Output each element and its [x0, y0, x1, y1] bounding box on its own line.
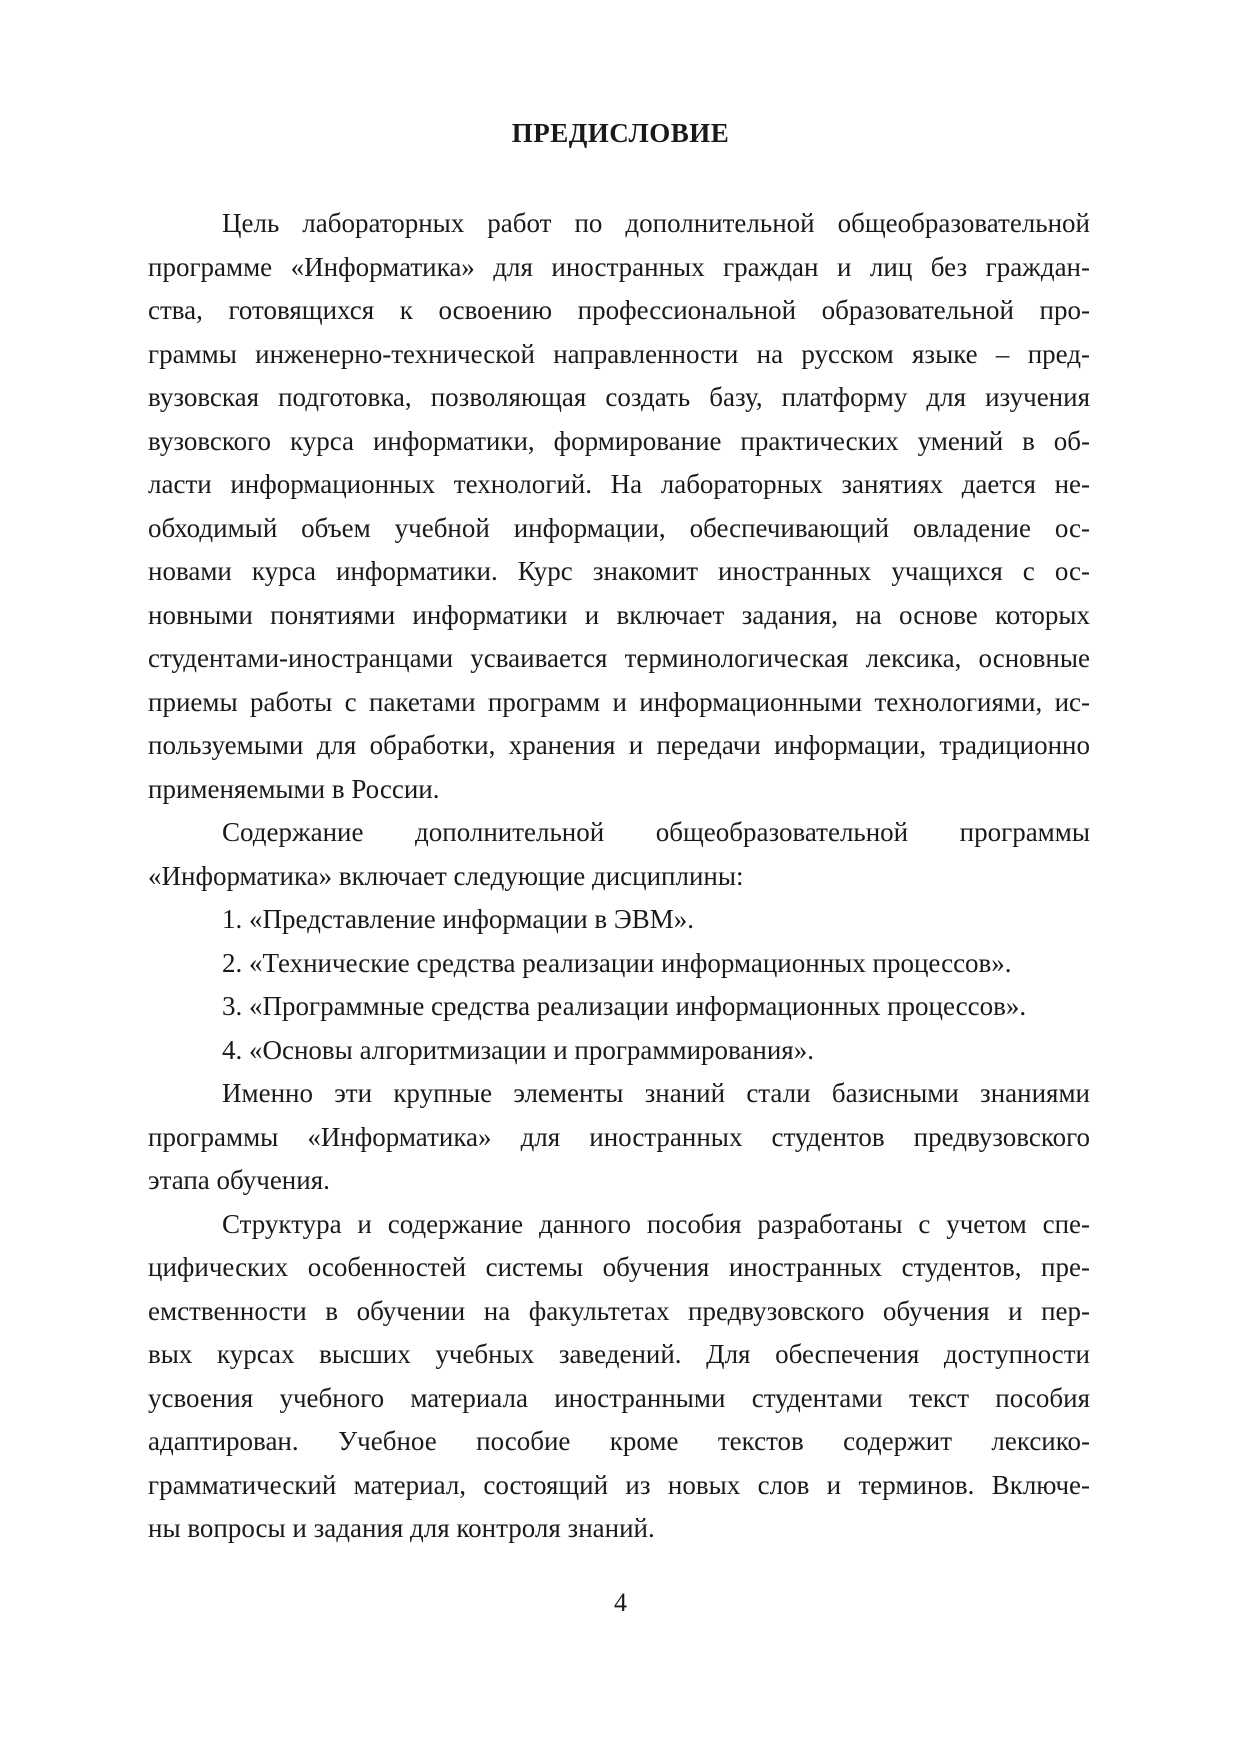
text-line: «Информатика» включает следующие дисциплины: [148, 860, 744, 891]
text-line: усвоения учебного материала иностранными студентами текст пособия [148, 1382, 1090, 1413]
paragraph-structure [148, 1203, 1090, 1551]
text-line: ства, готовящихся к освоению профессиональной образовательной про- [148, 295, 1090, 325]
text-line: новными понятиями информатики и включает задания, на основе которых [148, 599, 1090, 630]
text-line: Содержание дополнительной общеобразовательной программы [222, 817, 1090, 847]
text-line: вых курсах высших учебных заведений. Для обеспечения доступности [148, 1339, 1090, 1369]
paragraph-basis [148, 1072, 1090, 1203]
text-line: ласти информационных технологий. На лабораторных занятиях дается не- [148, 469, 1090, 499]
text-line: программы «Информатика» для иностранных студентов предвузовского [148, 1121, 1090, 1152]
text-line: студентами-иностранцами усваивается терминологическая лексика, основные [148, 643, 1090, 673]
text-line: пользуемыми для обработки, хранения и передачи информации, традиционно [148, 730, 1090, 760]
text-line: этапа обучения. [148, 1165, 330, 1195]
text-line: Цель лабораторных работ по дополнительной общеобразовательной [222, 208, 1090, 238]
text-line: вузовская подготовка, позволяющая создать базу, платформу для изучения [148, 382, 1090, 412]
text-line: применяемыми в России. [148, 773, 440, 804]
text-line: граммы инженерно-технической направленности на русском языке – пред- [148, 338, 1090, 369]
text-line: грамматический материал, состоящий из новых слов и терминов. Включе- [148, 1469, 1090, 1500]
document-body [148, 202, 1090, 1551]
text-line: цифических особенностей системы обучения иностранных студентов, пре- [148, 1252, 1090, 1282]
paragraph-goal [148, 202, 1090, 811]
text-line: Структура и содержание данного пособия разработаны с учетом спе- [222, 1208, 1090, 1239]
disciplines-list [148, 898, 1090, 1072]
text-line: программе «Информатика» для иностранных граждан и лиц без граждан- [148, 251, 1090, 282]
page-title: ПРЕДИСЛОВИЕ [511, 118, 730, 148]
text-line: вузовского курса информатики, формирование практических умений в об- [148, 425, 1090, 456]
list-item: 4. «Основы алгоритмизации и программирования». [222, 1034, 814, 1065]
paragraph-content [148, 811, 1090, 898]
text-line: приемы работы с пакетами программ и информационными технологиями, ис- [148, 686, 1090, 717]
text-line: ны вопросы и задания для контроля знаний. [148, 1513, 655, 1543]
list-item: 1. «Представление информации в ЭВМ». [222, 904, 694, 934]
text-line: новами курса информатики. Курс знакомит иностранных учащихся с ос- [148, 556, 1090, 586]
text-line: обходимый объем учебной информации, обеспечивающий овладение ос- [148, 512, 1090, 543]
list-item: 3. «Программные средства реализации информационных процессов». [222, 991, 1027, 1021]
page-number: 4 [614, 1588, 627, 1617]
text-line: адаптирован. Учебное пособие кроме текстов содержит лексико- [148, 1426, 1090, 1456]
text-line: Именно эти крупные элементы знаний стали базисными знаниями [222, 1078, 1090, 1108]
list-item: 2. «Технические средства реализации информационных процессов». [222, 947, 1012, 978]
text-line: емственности в обучении на факультетах предвузовского обучения и пер- [148, 1295, 1090, 1326]
